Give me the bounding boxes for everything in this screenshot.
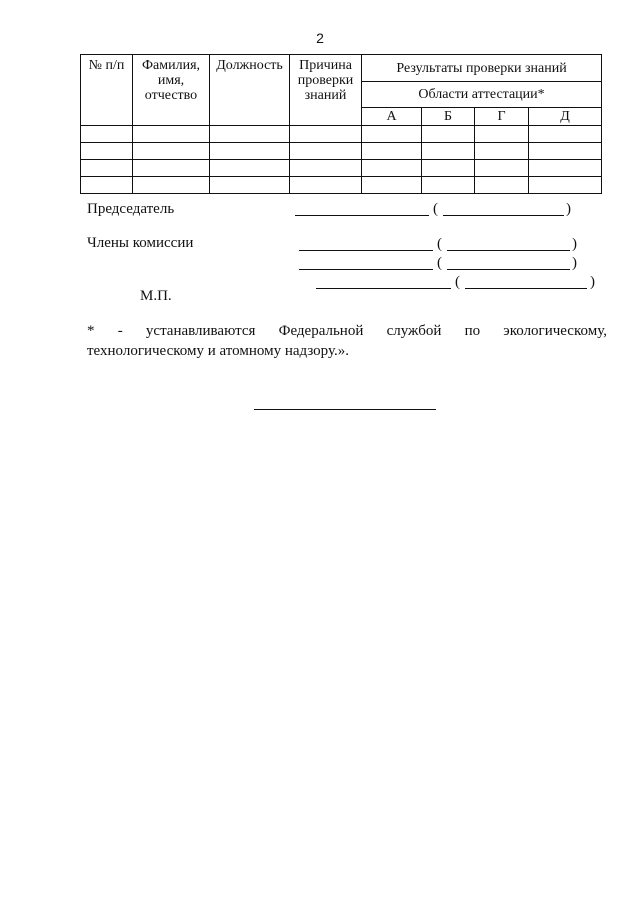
table-cell xyxy=(475,160,529,177)
open-paren: ( xyxy=(437,236,442,252)
table-cell xyxy=(529,160,602,177)
table-cell xyxy=(362,177,422,194)
table-cell xyxy=(210,160,290,177)
attestation-table xyxy=(80,54,602,194)
col-name-header: Фамилия, имя, отчество xyxy=(133,55,210,126)
area-b-header: Б xyxy=(422,108,475,126)
table-cell xyxy=(290,160,362,177)
table-cell xyxy=(81,160,133,177)
members-label: Члены комиссии xyxy=(87,235,194,251)
areas-header: Области аттестации* xyxy=(362,82,602,108)
area-d-header: Д xyxy=(529,108,602,126)
footnote-line-2: технологическому и атомному надзору.». xyxy=(87,343,349,359)
col-reason-header: Причина проверки знаний xyxy=(290,55,362,126)
chairman-name-line xyxy=(443,215,564,216)
open-paren: ( xyxy=(437,255,442,271)
table-cell xyxy=(290,177,362,194)
table-cell xyxy=(422,177,475,194)
close-paren: ) xyxy=(572,236,577,252)
close-paren: ) xyxy=(566,201,571,217)
table-row xyxy=(81,160,602,177)
footnote xyxy=(87,321,607,361)
table-cell xyxy=(422,160,475,177)
chairman-label: Председатель xyxy=(87,201,175,217)
table-cell xyxy=(133,126,210,143)
table-cell xyxy=(81,143,133,160)
chairman-signature-line xyxy=(295,215,429,216)
table-cell xyxy=(362,126,422,143)
table-cell xyxy=(475,177,529,194)
area-a-header: А xyxy=(362,108,422,126)
seal-label: М.П. xyxy=(140,288,172,304)
member-1-signature-line xyxy=(299,250,433,251)
page-number: 2 xyxy=(316,30,324,46)
area-g-header: Г xyxy=(475,108,529,126)
table-cell xyxy=(210,143,290,160)
table-cell xyxy=(81,126,133,143)
member-2-name-line xyxy=(447,269,570,270)
open-paren: ( xyxy=(455,274,460,290)
table-cell xyxy=(133,160,210,177)
table-cell xyxy=(290,143,362,160)
results-header: Результаты проверки знаний xyxy=(362,55,602,82)
footnote-line-1: * - устанавливаются Федеральной службой по экологическому, xyxy=(87,323,607,339)
member-1-name-line xyxy=(447,250,570,251)
end-of-document-line xyxy=(254,409,436,410)
table-cell xyxy=(133,143,210,160)
member-3-name-line xyxy=(465,288,587,289)
table-row xyxy=(81,126,602,143)
close-paren: ) xyxy=(590,274,595,290)
table-cell xyxy=(133,177,210,194)
col-number-header: № п/п xyxy=(81,55,133,126)
table-cell xyxy=(529,126,602,143)
open-paren: ( xyxy=(433,201,438,217)
member-3-signature-line xyxy=(316,288,451,289)
table-cell xyxy=(362,160,422,177)
table-cell xyxy=(362,143,422,160)
table-cell xyxy=(529,143,602,160)
table-cell xyxy=(210,126,290,143)
member-2-signature-line xyxy=(299,269,433,270)
table-cell xyxy=(475,143,529,160)
table-cell xyxy=(422,126,475,143)
table-cell xyxy=(422,143,475,160)
table-cell xyxy=(475,126,529,143)
table-cell xyxy=(529,177,602,194)
table-cell xyxy=(210,177,290,194)
close-paren: ) xyxy=(572,255,577,271)
table-row xyxy=(81,177,602,194)
table-row xyxy=(81,143,602,160)
table-cell xyxy=(81,177,133,194)
table-cell xyxy=(290,126,362,143)
col-position-header: Должность xyxy=(210,55,290,126)
